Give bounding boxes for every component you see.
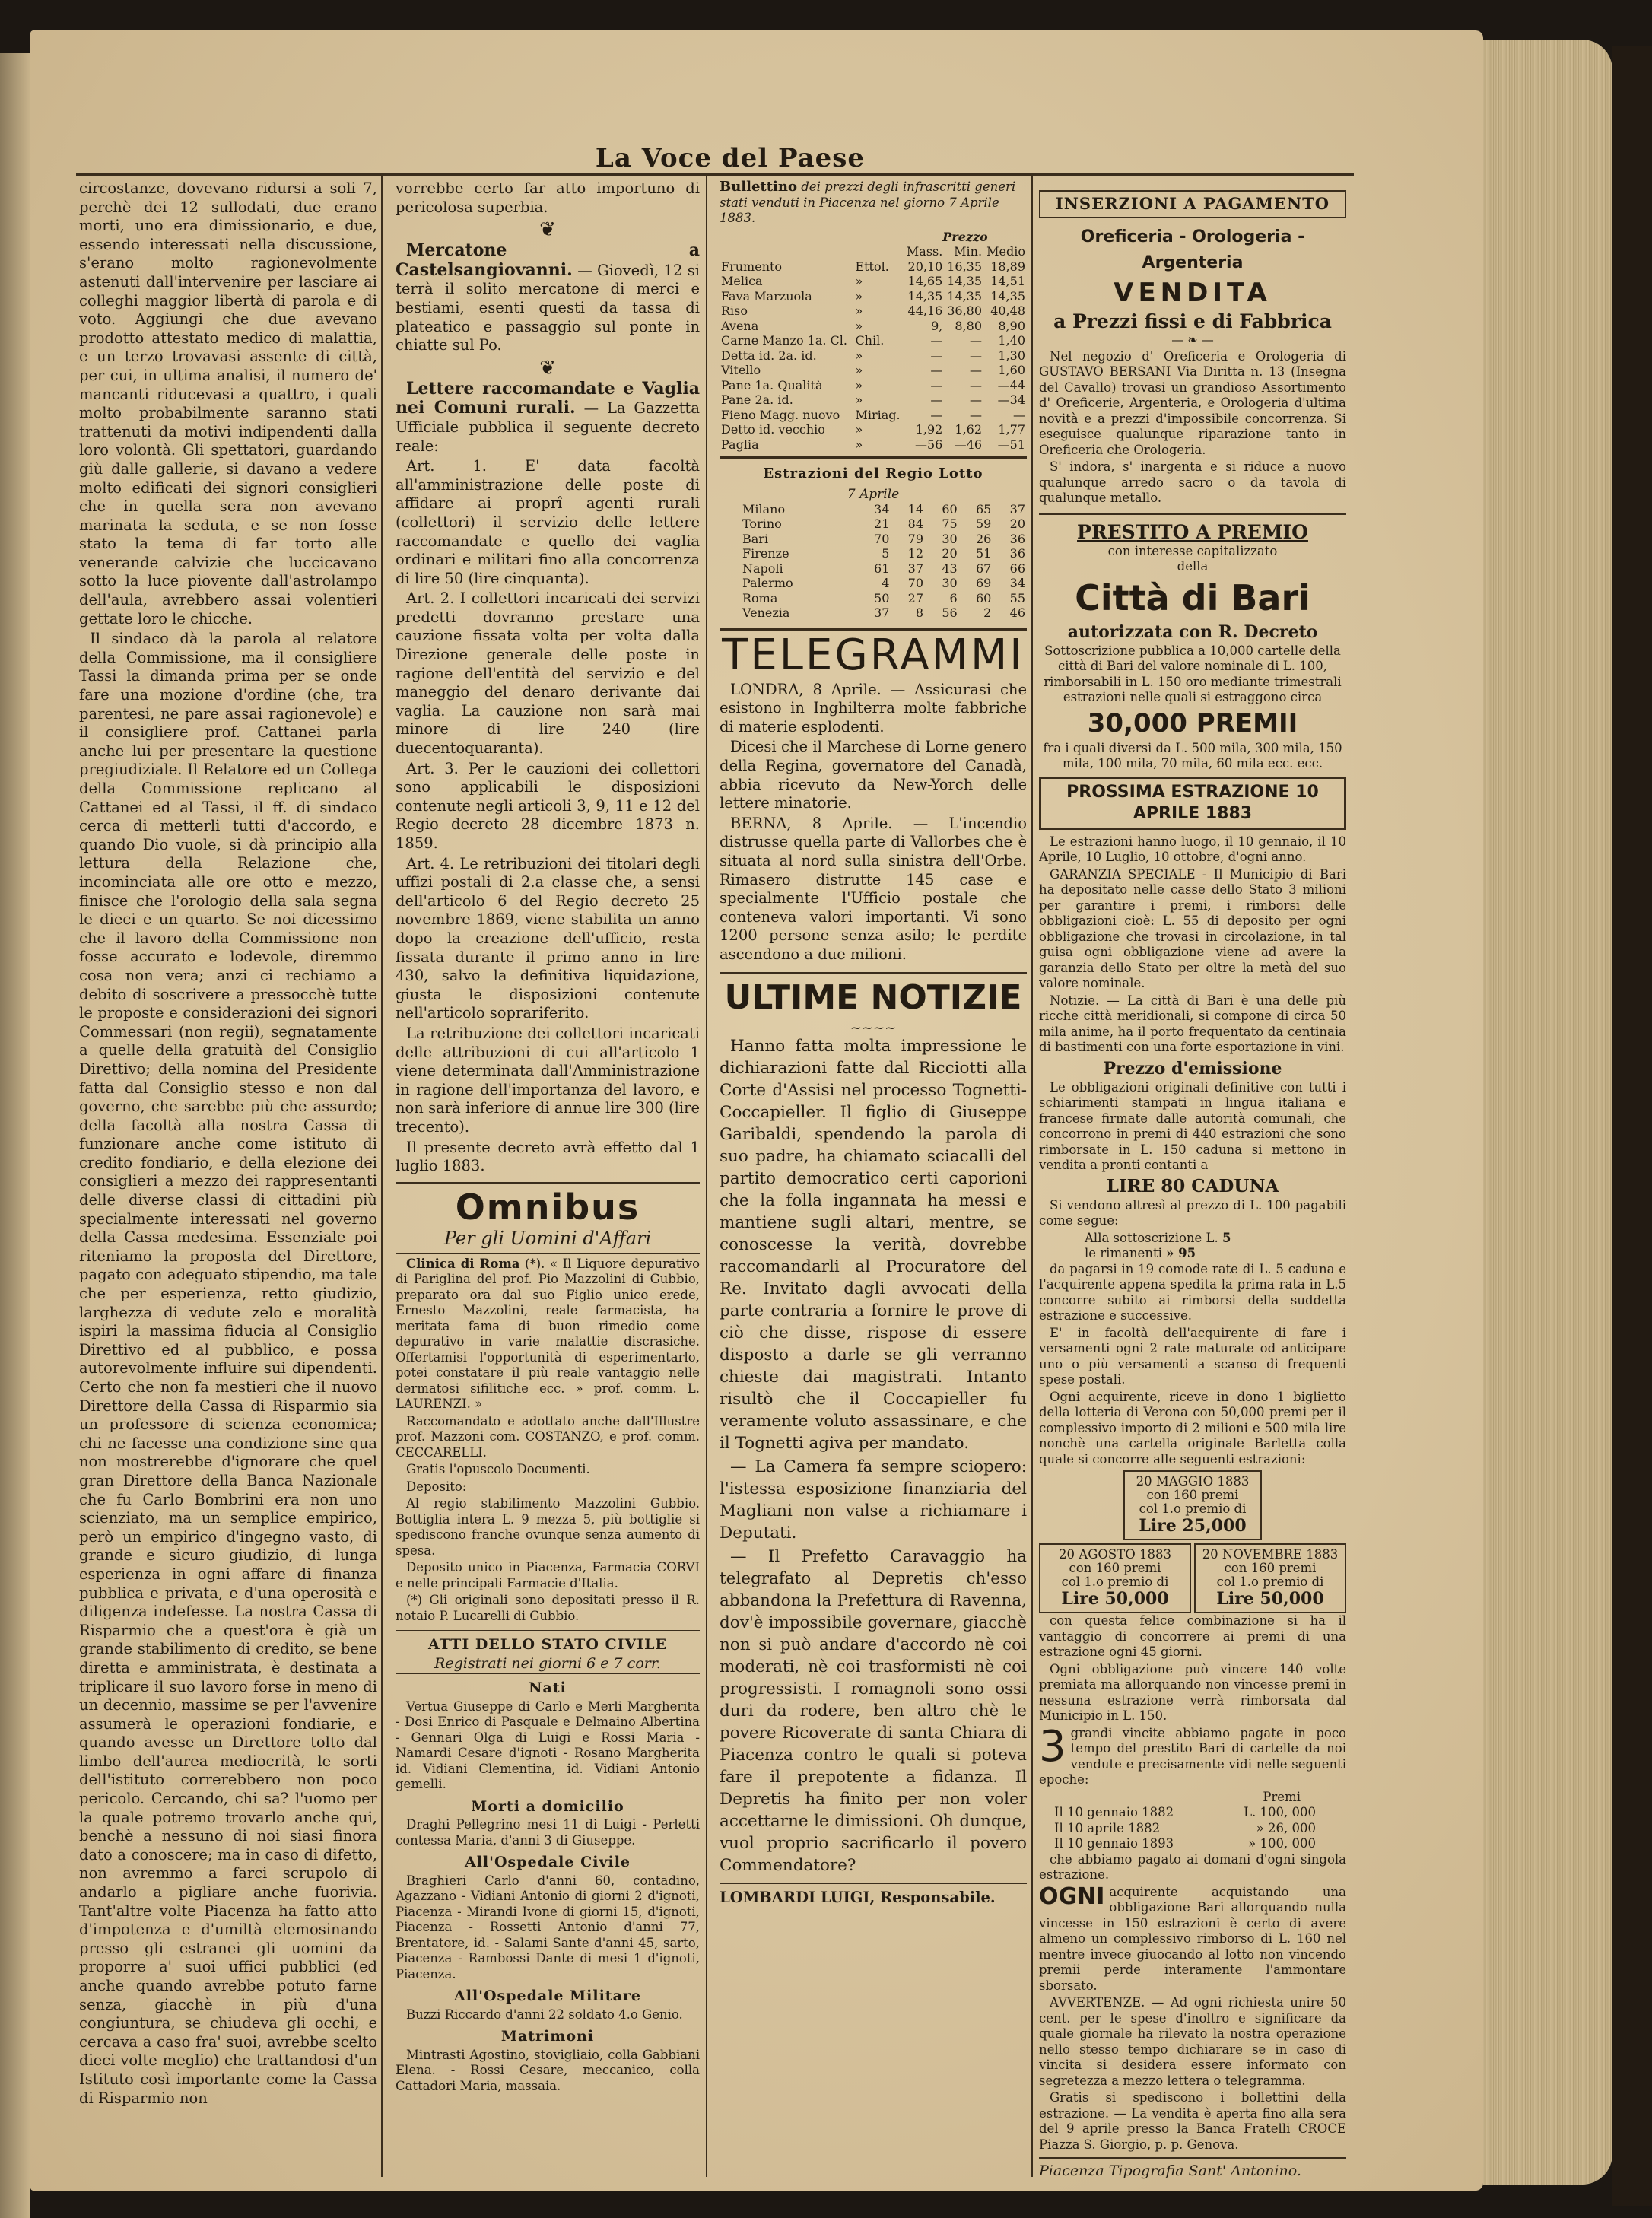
price-cell-medio: 1,40 bbox=[998, 333, 1025, 348]
notizia: Hanno fatta molta impressione le dichiarazioni fatte dal Ricciotti alla Corte d'Assisi nel processo Tognetti-Coccapieller. Il figlio di Giuseppe Garibaldi, spendendo la parola di suo padre, ha chiamato sciacalli del partito democratico certi caporioni che la folla ingannata ha messi e mantiene sugli altari, mentre, se conoscesse la verità, dovrebbe raccomandarli al Procuratore del Re. Invitato dagli avvocati della parte contraria a fornire le prove di ciò che disse, rispose di essere disposto a darle se gli verranno chieste dai magistrati. Intanto risultò che il Coccapieller fu veramente voluto assassinare, e che il Tognetti agiva per mandato. bbox=[720, 1036, 1027, 1453]
price-cell-min: 1,62 bbox=[955, 422, 983, 437]
vincite-list bbox=[1039, 1805, 1346, 1852]
inserzioni-title: INSERZIONI A PAGAMENTO bbox=[1039, 190, 1346, 218]
lotto-number: 66 bbox=[1009, 561, 1025, 576]
clinica-text: (*). « Il Liquore depurativo di Pariglina del prof. Pio Mazzolini di Gubbio, preparato ora dal suo Figlio unico erede, Ernesto Mazzolini, reale farmacista, ha meritata fama di buon rimedio come depurativo in varie malattie discrasiche. Offertamisi l'opportunità di esperimentarlo, potei constatare il più reale vantaggio nelle dermatosi sifilitiche ecc. » prof. comm. L. LAURENZI. » bbox=[396, 1256, 700, 1412]
lotto-number: 79 bbox=[907, 531, 924, 546]
ospedale-civile-text: Braghieri Carlo d'anni 60, contadino, Agazzano - Vidiani Antonio di giorni 2 d'ignoti, Piacenza - Mirandi Ivone di giorni 15, d'ignoti, Piacenza - Rossetti Antonio d'anni 77, Brentatore, id. - Salami Sante d'anni 45, sarto, Piacenza - Rambossi Dante di mesi 1 d'ignoti, Piacenza. bbox=[396, 1873, 700, 1981]
avvertenze-text: AVVERTENZE. — Ad ogni richiesta unire 50 cent. per le spese d'inoltro e significare da quale giornale ha rilevato la nostra operazione nello stesso tempo dichiarare se in caso di vincita si desidera essere informato con segretezza a mezzo lettera o telegramma. bbox=[1039, 1995, 1346, 2088]
price-cell-item: Detto id. vecchio bbox=[721, 422, 825, 437]
price-cell-item: Paglia bbox=[721, 437, 759, 452]
price-row bbox=[720, 319, 1027, 334]
lotto-number: 60 bbox=[942, 501, 958, 516]
price-cell-medio: — bbox=[1013, 407, 1025, 422]
price-cell-mass: — bbox=[930, 363, 943, 377]
draw-amount: Lire 50,000 bbox=[1216, 1589, 1324, 1609]
lotto-number: 56 bbox=[942, 605, 958, 621]
price-cell-item: Detta id. 2a. id. bbox=[721, 348, 817, 363]
price-row bbox=[720, 392, 1027, 408]
ogni-acquirente-text: Ogni acquirente, riceve in dono 1 biglietto della lotteria di Verona con 50,000 premi per il complessivo importo di 2 milioni e 500 mila lire nonchè una cartella originale Barletta colla quale si concorre alle seguenti estrazioni: bbox=[1039, 1389, 1346, 1466]
tre-text: grandi vincite abbiamo pagate in poco tempo del prestito Bari di cartelle da noi vendute e precisamente vidi nelle seguenti epoche: bbox=[1039, 1725, 1346, 1787]
sottoscrizione-value: 5 bbox=[1222, 1230, 1231, 1245]
article: Art. 4. Le retribuzioni dei titolari degli uffizi postali di 2.a classe che, a sensi dell'articolo 6 del Regio decreto 25 novembre 1869, viene stabilita un anno dopo la creazione dell'ufficio, resta fissata durante il primo anno in lire 430, salvo la definitiva liquidazione, giusta le disposizioni contenute nell'articolo soprariferito. bbox=[396, 854, 700, 1022]
morti-domicilio-text: Draghi Pellegrino mesi 11 di Luigi - Perletti contessa Maria, d'anni 3 di Giuseppe. bbox=[396, 1817, 700, 1848]
lotto-row bbox=[720, 605, 1027, 621]
price-cell-unit: » bbox=[855, 318, 863, 333]
masthead-title: La Voce del Paese bbox=[595, 143, 866, 173]
price-cell-min: 14,35 bbox=[947, 274, 983, 288]
price-cell-mass: — bbox=[930, 392, 943, 407]
price-cell-mass: — bbox=[930, 407, 943, 422]
lotto-number: 69 bbox=[975, 576, 992, 591]
article: Art. 2. I collettori incaricati dei servizi predetti dovranno prestare una cauzione fissata volta per volta dalla Direzione generale delle poste in ragione dell'entità del servizio e del maneggio del denaro derivante dai vaglia. La cauzione non sarà mai minore di lire 240 (lire duecentoquaranta). bbox=[396, 589, 700, 758]
vincita-amt: » 100, 000 bbox=[1248, 1836, 1316, 1851]
lotto-row bbox=[720, 546, 1027, 561]
draw-line: con 160 premi bbox=[1146, 1488, 1239, 1503]
bollettino-subtitle: dei prezzi degli infrascritti generi stati venduti in Piacenza nel giorno 7 Aprile 1883. bbox=[720, 180, 1016, 225]
ornament-icon: ❦ bbox=[539, 218, 556, 242]
lotto-number: 2 bbox=[983, 605, 992, 621]
omnibus-subtitle: Per gli Uomini d'Affari bbox=[443, 1227, 652, 1249]
vincita-date: Il 10 gennaio 1893 bbox=[1054, 1836, 1174, 1851]
lire80-title: LIRE 80 CADUNA bbox=[1106, 1175, 1279, 1196]
price-row bbox=[720, 333, 1027, 348]
sottoscrizione-label: Alla sottoscrizione L. bbox=[1085, 1230, 1218, 1245]
price-cell-min: — bbox=[970, 363, 983, 377]
price-cell-item: Vitello bbox=[721, 363, 761, 377]
price-cell-item: Avena bbox=[721, 318, 759, 333]
lotto-heading: Estrazioni del Regio Lotto bbox=[763, 466, 983, 481]
lotto-city: Bari bbox=[742, 531, 769, 546]
lotto-number: 50 bbox=[874, 590, 890, 605]
clinica-heading: Clinica di Roma bbox=[406, 1256, 520, 1271]
lettere-intro: — La Gazzetta Ufficiale pubblica il seguente decreto reale: bbox=[396, 399, 700, 455]
price-cell-unit: » bbox=[855, 377, 863, 392]
price-row bbox=[720, 408, 1027, 423]
lotto-row bbox=[720, 502, 1027, 517]
tre-drop-cap: 3 bbox=[1039, 1721, 1066, 1772]
prezzi-fissi: a Prezzi fissi e di Fabbrica bbox=[1053, 310, 1332, 332]
price-header: Medio bbox=[986, 244, 1025, 259]
telegramma: BERNA, 8 Aprile. — L'incendio distrusse quella parte di Vallorbes che è situata al nord sulla sinistra dell'Orbe. Rimasero distrutte 145 case e specialmente l'Ufficio postale che conteneva valori importanti. Vi sono 1200 persone senza asilo; le perdite ascendono a due milioni. bbox=[720, 814, 1027, 963]
vincita-row bbox=[1039, 1821, 1346, 1837]
lotto-number: 34 bbox=[874, 501, 890, 516]
price-cell-mass: — bbox=[930, 333, 943, 348]
price-cell-item: Pane 2a. id. bbox=[721, 392, 793, 407]
bersani-text: S' indora, s' inargenta e si riduce a nuovo qualunque arredo sacro o da tavola di qualunque metallo. bbox=[1039, 459, 1346, 506]
estrazioni-text: Le estrazioni hanno luogo, il 10 gennaio, il 10 Aprile, 10 Luglio, 10 ottobre, d'ogni anno. bbox=[1039, 834, 1346, 865]
notizie-text: Notizie. — La città di Bari è una delle più ricche città meridionali, si compone di circa 50 mila anime, ha il porto frequentato da centinaia di bastimenti con una forte esportazione in vini. bbox=[1039, 993, 1346, 1055]
lotto-number: 5 bbox=[882, 546, 890, 561]
lotto-number: 20 bbox=[1009, 516, 1025, 532]
autorizzata-label: autorizzata con R. Decreto bbox=[1067, 621, 1318, 642]
article: La retribuzione dei collettori incaricati delle attribuzioni di cui all'articolo 1 viene determinata dall'Amministrazione in ragione dell'importanza del lavoro, e non sarà inferiore di annue lire 300 (lire trecento). bbox=[396, 1024, 700, 1136]
price-cell-medio: 18,89 bbox=[990, 259, 1025, 274]
lotto-row bbox=[720, 561, 1027, 577]
price-cell-medio: 1,77 bbox=[998, 422, 1025, 437]
draw-line: con 160 premi bbox=[1069, 1561, 1161, 1576]
price-cell-mass: 9, bbox=[931, 318, 943, 333]
lotto-number: 36 bbox=[1009, 546, 1025, 561]
column-2 bbox=[396, 180, 700, 2185]
price-cell-min: 36,80 bbox=[947, 303, 983, 318]
nati-heading: Nati bbox=[529, 1679, 567, 1697]
prestito-title: PRESTITO A PREMIO bbox=[1077, 520, 1308, 543]
vincita-date: Il 10 aprile 1882 bbox=[1054, 1820, 1161, 1835]
lotto-city: Milano bbox=[742, 501, 786, 516]
bollettino-heading: Bullettino bbox=[720, 180, 797, 195]
lotto-number: 55 bbox=[1009, 590, 1025, 605]
divider-ornament: — ❧ — bbox=[1171, 332, 1214, 347]
price-row bbox=[720, 422, 1027, 437]
stato-civile-title: ATTI DELLO STATO CIVILE bbox=[428, 1636, 667, 1654]
price-cell-item: Frumento bbox=[721, 259, 783, 274]
lotto-row bbox=[720, 516, 1027, 532]
lotto-date: 7 Aprile bbox=[847, 486, 900, 502]
obbligazione-text: Ogni obbligazione può vincere 140 volte premiata ma allorquando non vincesse premi in nessuna estrazione verrà rimborsata dal Municipio in L. 150. bbox=[1039, 1661, 1346, 1724]
page-stack-edges bbox=[1483, 40, 1612, 2185]
price-cell-mass: — bbox=[930, 348, 943, 363]
vendita-title: VENDITA bbox=[1114, 277, 1272, 308]
book-spine bbox=[1612, 46, 1652, 2206]
column-1 bbox=[79, 180, 377, 2185]
price-row bbox=[720, 289, 1027, 304]
garanzia-text: GARANZIA SPECIALE - Il Municipio di Bari ha depositato nelle casse dello Stato 3 milioni per garantire i premi, i rimborsi delle obbligazioni cioè: L. 55 di deposito per ogni obbligazione che trovasi in circolazione, in tal guisa ogni obbligazione viene ad avere la garanzia dello Stato per oltre la metà del suo valore nominale. bbox=[1039, 866, 1346, 991]
price-cell-item: Fava Marzuola bbox=[721, 288, 812, 303]
column-rule-3 bbox=[1031, 176, 1033, 2177]
price-cell-min: 8,80 bbox=[955, 318, 983, 333]
matrimoni-text: Mintrasti Agostino, stovigliaio, colla Gabbiani Elena. - Rossi Cesare, meccanico, colla Cattadori Maria, massaia. bbox=[396, 2047, 700, 2093]
signature: LOMBARDI LUIGI, Responsabile. bbox=[720, 1883, 1027, 1908]
price-header: Mass. bbox=[906, 244, 943, 259]
telegrammi-title: TELEGRAMMI bbox=[722, 630, 1025, 680]
paragraph: circostanze, dovevano ridursi a soli 7, perchè dei 12 sullodati, due erano morti, uno era dimissionario, e due, essendo interessati nella discussione, s'erano molto ragionevolmente astenuti dall'intervenire per lasciare ai colleghi maggior libertà di parola e di voto. Aggiungi che due avevano prodotto attestato medico di malattia, e un terzo trovavasi assente di città, per cui, in ultima analisi, il numero de' mancanti riducevasi a quattro, i quali molto probabilmente saranno stati trattenuti da motivi indipendenti dalla loro volontà. Gli spettatori, guardando giù dalle gallerie, si davano a vedere molto edificati dei signori consiglieri che in quella sera non avevano marinata la seduta, e se non fosse stato la tema di far torto alle venerande calvizie che luccicavano sotto la luce piovente dall'astrolampo dell'aula, avrebbero assai volentieri gettate loro le chicche. bbox=[79, 180, 377, 628]
lotto-number: 30 bbox=[942, 576, 958, 591]
price-cell-min: 14,35 bbox=[947, 288, 983, 303]
lotto-row bbox=[720, 532, 1027, 547]
draw-date: 20 MAGGIO 1883 bbox=[1136, 1474, 1250, 1489]
prezzo-text: Le obbligazioni originali definitive con tutti i schiarimenti stampati in lingua italiana e francese firmate dalle autorità comunali, che concorrono in premi di 440 estrazioni che sono rimborsate in L. 150 caduna si mettono in vendita a pronti contanti a bbox=[1039, 1079, 1346, 1173]
lotto-number: 65 bbox=[975, 501, 992, 516]
price-row bbox=[720, 378, 1027, 393]
vincita-row bbox=[1039, 1805, 1346, 1821]
tipografia-footer: Piacenza Tipografia Sant' Antonino. bbox=[1039, 2157, 1346, 2181]
vincita-date: Il 10 gennaio 1882 bbox=[1054, 1805, 1174, 1820]
lotto-number: 27 bbox=[907, 590, 924, 605]
lotto-number: 36 bbox=[1009, 531, 1025, 546]
draw-amount: Lire 50,000 bbox=[1061, 1589, 1169, 1609]
price-cell-unit: » bbox=[855, 392, 863, 407]
draw-line: col 1.o premio di bbox=[1139, 1501, 1247, 1517]
article: Art. 3. Per le cauzioni dei collettori sono applicabili le disposizioni contenute negli articoli 3, 9, 11 e 12 del Regio decreto 28 dicembre 1873 n. 1859. bbox=[396, 759, 700, 852]
lotto-number: 20 bbox=[942, 546, 958, 561]
della-label: della bbox=[1177, 559, 1209, 574]
ospedale-militare-heading: All'Ospedale Militare bbox=[453, 1988, 641, 2005]
vincita-amt: L. 100, 000 bbox=[1244, 1805, 1316, 1820]
price-cell-min: — bbox=[970, 392, 983, 407]
lotto-number: 12 bbox=[907, 546, 924, 561]
draw-box-november bbox=[1194, 1543, 1346, 1613]
price-cell-unit: » bbox=[855, 422, 863, 437]
masthead-rule bbox=[76, 173, 1354, 176]
draw-line: con 160 premi bbox=[1224, 1561, 1317, 1576]
vendono-text: Si vendono altresì al prezzo di L. 100 pagabili come segue: bbox=[1039, 1197, 1346, 1228]
lotto-city: Firenze bbox=[742, 546, 789, 561]
price-cell-medio: 40,48 bbox=[990, 303, 1025, 318]
paragraph: vorrebbe certo far atto importuno di pericolosa superbia. bbox=[396, 180, 700, 216]
price-cell-unit: Miriag. bbox=[855, 407, 901, 422]
nati-text: Vertua Giuseppe di Carlo e Merli Margherita - Dosi Enrico di Pasquale e Delmaino Albertina - Gennari Olga di Luigi e Rossi Maria - Namardi Cesare d'ignoti - Rosano Margherita id. Vidiani Clementina, id. Vidiani Antonio gemelli. bbox=[396, 1698, 700, 1792]
lotto-number: 37 bbox=[1009, 501, 1025, 516]
price-cell-item: Pane 1a. Qualità bbox=[721, 377, 823, 392]
price-cell-mass: —56 bbox=[914, 437, 943, 452]
draw-box-may bbox=[1123, 1470, 1262, 1540]
price-cell-mass: 14,65 bbox=[907, 274, 943, 288]
lotto-number: 70 bbox=[874, 531, 890, 546]
morti-domicilio-heading: Morti a domicilio bbox=[471, 1797, 624, 1815]
price-cell-medio: 1,30 bbox=[998, 348, 1025, 363]
stato-civile-subtitle: Registrati nei giorni 6 e 7 corr. bbox=[396, 1656, 700, 1675]
article: Il presente decreto avrà effetto dal 1 luglio 1883. bbox=[396, 1138, 700, 1175]
price-cell-mass: 14,35 bbox=[907, 288, 943, 303]
price-cell-item: Fieno Magg. nuovo bbox=[721, 407, 840, 422]
column-4 bbox=[1039, 190, 1346, 2183]
ogni-drop-cap: OGNI bbox=[1039, 1883, 1105, 1910]
clinica-line: Raccomandato e adottato anche dall'Illustre prof. Mazzoni com. COSTANZO, e prof. comm. CECCARELLI. bbox=[396, 1413, 700, 1460]
price-cell-mass: 1,92 bbox=[915, 422, 943, 437]
column-rule-1 bbox=[381, 176, 383, 2177]
left-page-edge bbox=[0, 53, 30, 2218]
lotto-number: 51 bbox=[975, 546, 992, 561]
price-cell-unit: » bbox=[855, 303, 863, 318]
price-row bbox=[720, 303, 1027, 319]
lotto-city: Palermo bbox=[742, 576, 793, 591]
price-cell-unit: » bbox=[855, 274, 863, 288]
price-cell-medio: —51 bbox=[997, 437, 1025, 452]
ospedale-militare-text: Buzzi Riccardo d'anni 22 soldato 4.o Genio. bbox=[406, 2007, 683, 2022]
price-cell-mass: — bbox=[930, 377, 943, 392]
draw-line: col 1.o premio di bbox=[1216, 1575, 1324, 1590]
lotto-number: 70 bbox=[907, 576, 924, 591]
lotto-row bbox=[720, 591, 1027, 606]
facolta-text: E' in facoltà dell'acquirente di fare i versamenti ogni 2 rate maturate od anticipare uno o più versamenti a scanso di frequenti spese postali. bbox=[1039, 1325, 1346, 1387]
matrimoni-heading: Matrimoni bbox=[500, 2028, 595, 2045]
price-cell-unit: » bbox=[855, 363, 863, 377]
lotto-number: 61 bbox=[874, 561, 890, 576]
price-cell-unit: » bbox=[855, 437, 863, 452]
lotto-number: 30 bbox=[942, 531, 958, 546]
price-row bbox=[720, 259, 1027, 275]
price-cell-min: 16,35 bbox=[947, 259, 983, 274]
telegramma: Dicesi che il Marchese di Lorne genero della Regina, governatore del Canadà, abbia ricevuto da New-Yorch delle lettere minatorie. bbox=[720, 738, 1027, 812]
column-rule-2 bbox=[706, 176, 707, 2177]
ultime-notizie-title: ULTIME NOTIZIE bbox=[724, 977, 1022, 1017]
price-cell-medio: 14,35 bbox=[990, 288, 1025, 303]
lotto-number: 75 bbox=[942, 516, 958, 532]
oreficeria-title: Oreficeria - Orologeria - Argenteria bbox=[1080, 227, 1305, 272]
sottoscrizione-text: Sottoscrizione pubblica a 10,000 cartelle della città di Bari del valore nominale di L. 100, rimborsabili in L. 150 oro mediante trimestrali estrazioni nelle quali si estraggono circa bbox=[1044, 643, 1342, 705]
price-cell-min: — bbox=[970, 407, 983, 422]
clinica-line: Al regio stabilimento Mazzolini Gubbio. Bottiglia intera L. 9 mezza 5, più bottiglie si spediscono franche ovunque senza aumento di spesa. bbox=[396, 1496, 700, 1558]
lotto-city: Napoli bbox=[742, 561, 783, 576]
lotto-number: 67 bbox=[975, 561, 992, 576]
price-row bbox=[720, 348, 1027, 364]
lotto-number: 43 bbox=[942, 561, 958, 576]
citta-bari-title: Città di Bari bbox=[1075, 577, 1310, 618]
prestito-subtitle: con interesse capitalizzato bbox=[1107, 543, 1278, 558]
price-cell-min: — bbox=[970, 348, 983, 363]
ogni-text: acquirente acquistando una obbligazione Bari allorquando nulla vincesse in 150 estrazioni è certo di avere almeno un complessivo rimborso di L. 160 nel mentre invece giuocando al lotto non vincendo premii perde interamente l'ammontare sborsato. bbox=[1039, 1884, 1346, 1993]
price-cell-item: Melica bbox=[721, 274, 763, 288]
price-cell-unit: Ettol. bbox=[855, 259, 889, 274]
column-3 bbox=[720, 180, 1027, 2185]
notizia: — La Camera fa sempre sciopero: l'istessa esposizione finanziaria del Magliani non valse a richiamare i Deputati. bbox=[720, 1457, 1027, 1543]
lettere-heading: Lettere raccomandate e Vaglia nei Comuni rurali. bbox=[396, 378, 700, 418]
omnibus-title: Omnibus bbox=[455, 1186, 640, 1228]
rimanenti-label: le rimanenti bbox=[1085, 1246, 1162, 1261]
clinica-line: Deposito unico in Piacenza, Farmacia CORVI e nelle principali Farmacie d'Italia. bbox=[396, 1560, 700, 1590]
lotto-city: Venezia bbox=[742, 605, 790, 621]
vincita-row bbox=[1039, 1836, 1346, 1852]
price-row bbox=[720, 437, 1027, 453]
lotto-number: 46 bbox=[1009, 605, 1025, 621]
lotto-table bbox=[720, 502, 1027, 621]
price-cell-medio: —34 bbox=[997, 392, 1025, 407]
lotto-number: 26 bbox=[975, 531, 992, 546]
felice-text: con questa felice combinazione si ha il vantaggio di concorrere ai premi di una estrazione ogni 45 giorni. bbox=[1039, 1613, 1346, 1660]
bersani-text: Nel negozio d' Oreficeria e Orologeria di GUSTAVO BERSANI Via Diritta n. 13 (Insegna del Cavallo) trovasi un grandioso Assortimento d' Oreficerie, Argenteria, e Orologeria d'ultima novità e a prezzi d'impossibile concorrenza. Si eseguisce qualunque riparazione tanto in Oreficeria che Orologeria. bbox=[1039, 348, 1346, 457]
price-header: Prezzo bbox=[942, 229, 988, 244]
lotto-number: 6 bbox=[949, 590, 958, 605]
clinica-line: Deposito: bbox=[406, 1479, 467, 1494]
clinica-line: Gratis l'opuscolo Documenti. bbox=[406, 1462, 590, 1477]
clinica-line: (*) Gli originali sono depositati presso il R. notaio P. Lucarelli di Gubbio. bbox=[396, 1593, 700, 1623]
divider-ornament: ~~~~ bbox=[850, 1019, 897, 1036]
draw-date: 20 NOVEMBRE 1883 bbox=[1202, 1547, 1339, 1562]
mercatone-heading: Mercatone a Castelsangiovanni. bbox=[396, 240, 700, 280]
rimanenti-value: » 95 bbox=[1166, 1246, 1196, 1261]
lotto-number: 8 bbox=[915, 605, 924, 621]
lotto-number: 60 bbox=[975, 590, 992, 605]
lotto-number: 21 bbox=[874, 516, 890, 532]
telegramma: LONDRA, 8 Aprile. — Assicurasi che esistono in Inghilterra molte fabbriche di materie esplodenti. bbox=[720, 680, 1027, 736]
lotto-number: 34 bbox=[1009, 576, 1025, 591]
premi-detail: fra i quali diversi da L. 500 mila, 300 mila, 150 mila, 100 mila, 70 mila, 60 mila ecc. ecc. bbox=[1043, 740, 1342, 771]
lotto-number: 14 bbox=[907, 501, 924, 516]
lotto-row bbox=[720, 576, 1027, 591]
price-row bbox=[720, 274, 1027, 289]
premi-title: 30,000 PREMII bbox=[1087, 707, 1298, 739]
lotto-number: 84 bbox=[907, 516, 924, 532]
lotto-city: Roma bbox=[742, 590, 778, 605]
draw-date: 20 AGOSTO 1883 bbox=[1059, 1547, 1171, 1562]
mercatone-text: — Giovedì, 12 si terrà il solito mercatone di merci e bestiami, esenti questi da tassa di plateatico e passaggio sul ponte in chiatte sul Po. bbox=[396, 261, 700, 354]
lotto-number: 59 bbox=[975, 516, 992, 532]
draw-line: col 1.o premio di bbox=[1061, 1575, 1169, 1590]
premi-head: Premi bbox=[1263, 1789, 1301, 1804]
price-cell-unit: » bbox=[855, 348, 863, 363]
draw-amount: Lire 25,000 bbox=[1139, 1516, 1247, 1536]
price-header: Min. bbox=[954, 244, 983, 259]
price-cell-medio: 14,51 bbox=[990, 274, 1025, 288]
price-cell-unit: » bbox=[855, 288, 863, 303]
price-cell-unit: Chil. bbox=[855, 333, 885, 348]
prossima-estrazione: PROSSIMA ESTRAZIONE 10 APRILE 1883 bbox=[1039, 777, 1346, 830]
price-cell-medio: 1,60 bbox=[998, 363, 1025, 377]
price-cell-medio: —44 bbox=[997, 377, 1025, 392]
price-table bbox=[720, 230, 1027, 453]
draw-box-august bbox=[1039, 1543, 1191, 1613]
price-cell-min: — bbox=[970, 377, 983, 392]
price-cell-min: — bbox=[970, 333, 983, 348]
price-row bbox=[720, 363, 1027, 378]
rate-text: da pagarsi in 19 comode rate di L. 5 caduna e l'acquirente appena spedita la prima rata in L.5 concorre subito ai rimborsi della suddetta estrazione e successive. bbox=[1039, 1261, 1346, 1323]
lotto-number: 37 bbox=[907, 561, 924, 576]
price-cell-min: —46 bbox=[954, 437, 983, 452]
price-cell-item: Riso bbox=[721, 303, 748, 318]
ornament-icon: ❦ bbox=[539, 356, 556, 380]
price-cell-medio: 8,90 bbox=[998, 318, 1025, 333]
ospedale-civile-heading: All'Ospedale Civile bbox=[464, 1854, 631, 1871]
price-cell-mass: 44,16 bbox=[907, 303, 943, 318]
article: Art. 1. E' data facoltà all'amministrazione delle poste di affidare ai proprî agenti rurali (collettori) il servizio delle lettere raccomandate e quello dei vaglia ordinari e militari fino alla concorrenza di lire 50 (lire cinquanta). bbox=[396, 457, 700, 587]
price-cell-mass: 20,10 bbox=[907, 259, 943, 274]
lotto-number: 4 bbox=[882, 576, 890, 591]
prezzo-emissione-title: Prezzo d'emissione bbox=[1103, 1058, 1282, 1079]
lotto-city: Torino bbox=[742, 516, 782, 532]
pagate-text: che abbiamo pagato ai domani d'ogni singola estrazione. bbox=[1039, 1851, 1346, 1883]
vincita-amt: » 26, 000 bbox=[1256, 1820, 1316, 1835]
notizia: — Il Prefetto Caravaggio ha telegrafato al Depretis ch'esso abbandona la Prefettura di Ravenna, dov'è impossibile governare, giacchè non si può andare d'accordo nè coi moderati, nè coi trasformisti nè coi progressisti. I romagnoli sono ossi duri da rodere, ben altro chè le povere Ricoverate di santa Chiara di Piacenza contro le quali si poteva fare il prepotente a fidanza. Il Depretis ha finito per non voler accettarne le dimissioni. Oh dunque, vuol proprio sacrificarlo il povero Commendatore? bbox=[720, 1546, 1027, 1875]
paragraph: Il sindaco dà la parola al relatore della Commissione, ma il consigliere Tassi la dimanda prima per se onde fare una mozione d'ordine (che, tra parentesi, ne pare assai ragionevole) e il consigliere prof. Cattanei parla anche lui per presentare la questione pregiudiziale. Il Relatore ed un Collega della Commissione replicano al Cattanei ed al Tassi, il ff. di sindaco cerca di metterli tutti d'accordo, e quando Dio vuole, si dà principio alla lettura della Relazione che, incominciata alle ore otto e mezzo, finisce che l'orologio della sala segna le dieci e un quarto. Se noi dicessimo che il lavoro della Commissione non fosse accurato e lodevole, diremmo cosa non vera; anzi ci rechiamo a debito di soscrivere a pressocchè tutte le proposte e considerazioni dei signori Commessari (non regii), segnatamente a quelle della gratuità del Consiglio Direttivo; della nomina del Presidente fatta dal Consiglio stesso e non dal governo, che sarebbe più che assurdo; della facoltà alla nostra Cassa di funzionare anche come istituto di credito fondiario, e della elezione dei consiglieri a mezzo dei rappresentanti delle diverse classi di cittadini più specialmente interessati nel governo della Cassa medesima. Essenziale poi riteniamo la proposta del Direttore, pagato con adeguato stipendio, ma tale che per esperienza, retto giudizio, larghezza di vedute zelo e moralità ispiri la massima fiducia al Consiglio Direttivo ed al pubblico, e possa autorevolmente influire sui dipendenti. Certo che non fa mestieri che il nuovo Direttore della Cassa di Risparmio sia un professore di scienza economica; chi ne facesse una condizione sine qua non mostrerebbe d'ignorare che quel gran Direttore della Banca Nazionale che fu Carlo Bombrini era non uno scienziato, ma un semplice empirico, però un empirico d'ingegno vasto, di grande e sicuro giudizio, di lunga esperienza in ogni affare di finanza pubblica e privata, e d'una operosità e diligenza indefesse. La nostra Cassa di Risparmio che a quest'ora è già un grande stabilimento di credito, se bene diretta e amministrata, è destinata a triplicare il suo lavoro forse in meno di un decennio, massime se per l'avvenire assumerà le operazioni fondiarie, e quando avesse un Direttore tolto dal limbo dell'aurea mediocrità, le sorti dell'istituto correrebbero non poco pericolo. Cercando, chi sa? l'uomo per la quale potremo trovarlo anche qui, benchè a nessuno di noi siasi finora dato a conoscere; ma in caso di difetto, non avremmo a farci scrupolo di andarlo a pigliare anche fuorivia. Tant'altre volte Piacenza ha fatto atto d'impotenza e d'umiltà elemosinando presso gli estranei gli uomini da proporre a' suoi uffici pubblici (ed anche quando avrebbe potuto farne senza, giacchè in più d'una congiuntura, se chiudeva gli occhi, e cercava a caso fra' suoi, avrebbe scelto dieci volte meglio) che trattandosi d'un Istituto così importante come la Cassa di Risparmio non bbox=[79, 630, 377, 2107]
gratis-text: Gratis si spediscono i bollettini della estrazione. — La vendita è aperta fino alla sera del 9 aprile presso la Banca Fratelli CROCE Piazza S. Giorgio, p. p. Genova. bbox=[1039, 2090, 1346, 2152]
price-cell-item: Carne Manzo 1a. Cl. bbox=[721, 333, 847, 348]
lotto-number: 37 bbox=[874, 605, 890, 621]
